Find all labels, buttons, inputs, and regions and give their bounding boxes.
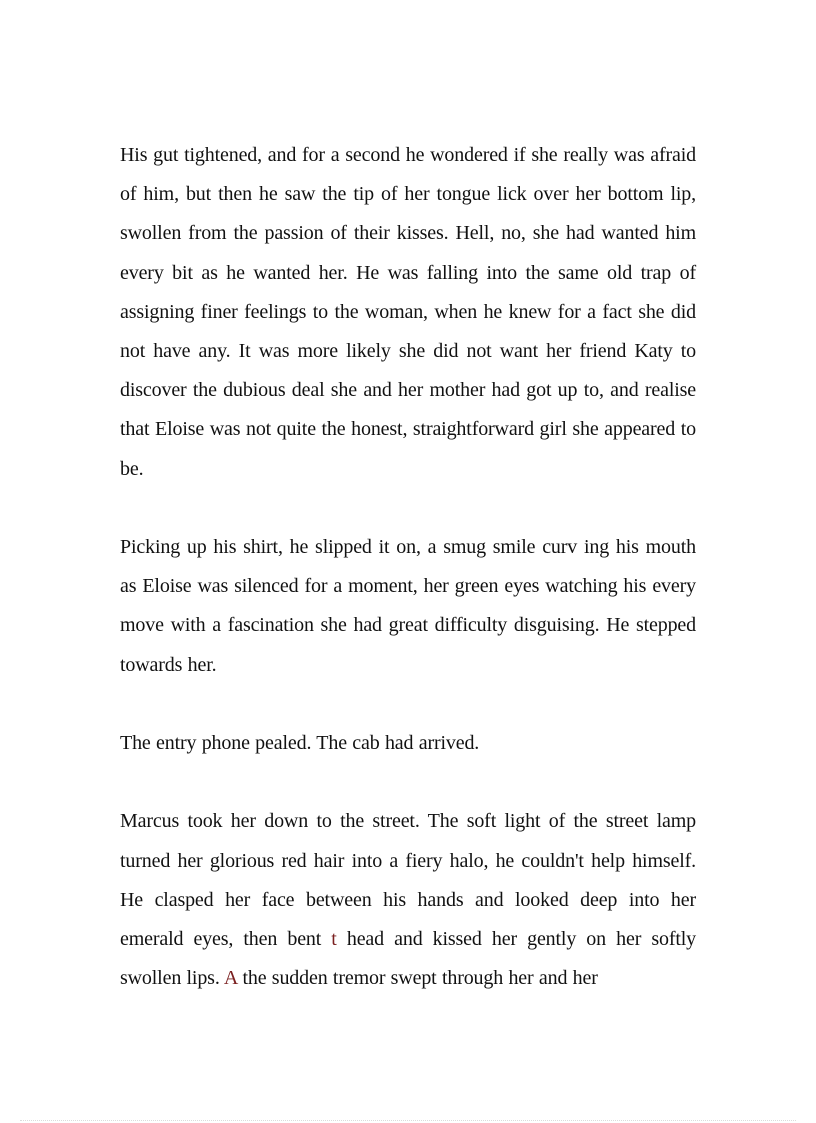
page-bottom-edge — [20, 1120, 796, 1121]
paragraph-3: The entry phone pealed. The cab had arrived. — [120, 732, 480, 755]
paragraph-4-accent-2: A — [223, 967, 238, 990]
body-text — [120, 136, 696, 1038]
paragraph-4 — [120, 802, 696, 998]
paragraph-1: His gut tightened, and for a second he wondered if she really was afraid of him, but then he saw the tip of her tongue lick over her bottom lip, swollen from the passion of their kisses. Hell, no, she had wanted him every bit as he wanted her. He was falling into the same old trap of assigning finer feelings to the woman, when he knew for a fact she did not have any. It was more likely she did not want her friend Katy to discover the dubious deal she and her mother had got up to, and realise that Eloise was not quite the honest, straightforward girl she appeared to be. — [120, 144, 696, 480]
paragraph-4-part-3: the sudden tremor swept through her and her — [237, 967, 598, 990]
paragraph-4-part-2: head and kissed her gently on her softly swollen lips. — [120, 928, 696, 990]
paragraph-4-accent-1: t — [331, 928, 337, 951]
paragraph-4-part-1: Marcus took her down to the street. The soft light of the street lamp turned her glorious red hair into a fiery halo, he couldn't help himself. He clasped her face between his hands and looked deep into her emerald eyes, then bent — [120, 810, 696, 951]
paragraph-2: Picking up his shirt, he slipped it on, a smug smile curv ing his mouth as Eloise was silenced for a moment, her green eyes watching his every move with a fascination she had great difficulty disguising. He stepped towards her. — [120, 536, 696, 676]
